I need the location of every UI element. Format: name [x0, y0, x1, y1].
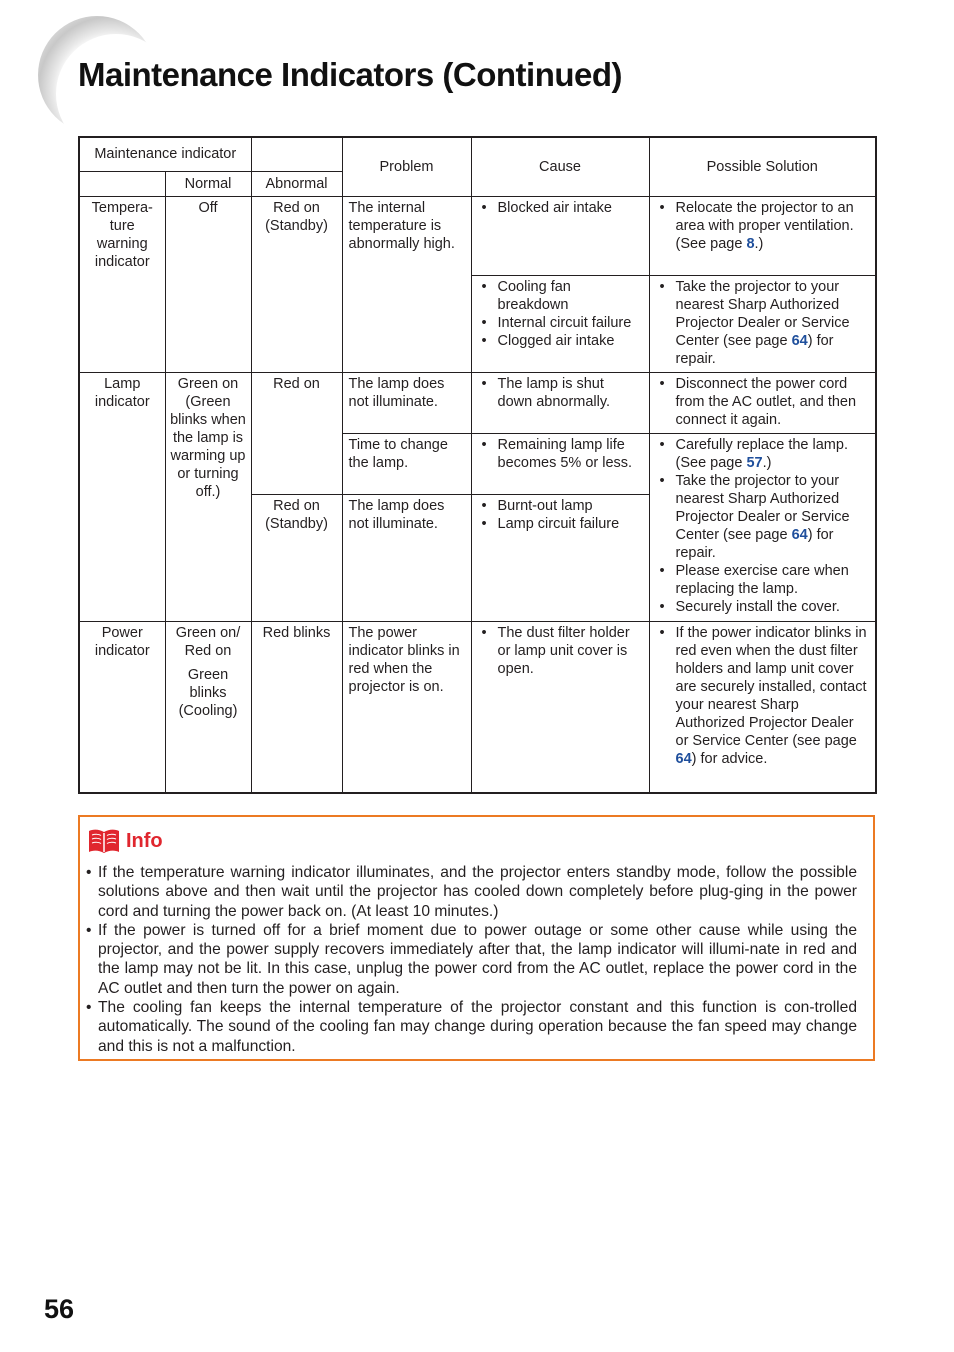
page-reference: 8: [746, 235, 755, 252]
list-item: • The dust filter holder or lamp unit cover is open.: [478, 624, 643, 678]
header-abnormal: Abnormal: [251, 171, 342, 196]
list-item: • Internal circuit failure: [478, 314, 643, 332]
lamp-abnormal-2: Red on (Standby): [251, 494, 342, 621]
list-item: • If the power is turned off for a brief moment due to power outage or some other cause while using the projector, and the power supply recovers immediately after that, the lamp indicator will illumi-nate in red and the lamp may not be lit. In this case, unplug the power cord from the AC outlet, replace the power cord in the AC outlet and then turn the power on again.: [86, 921, 857, 998]
temperature-cause-2: [471, 275, 649, 372]
temperature-cause-1: [471, 196, 649, 275]
list-item: • Securely install the cover.: [656, 598, 870, 616]
temperature-abnormal: Red on (Standby): [251, 196, 342, 372]
list-item: • Take the projector to your nearest Sharp Authorized Projector Dealer or Service Center (see page 64) for repair.: [656, 278, 870, 368]
power-solution: [649, 621, 876, 793]
page-reference: 64: [791, 332, 808, 349]
lamp-cause-2: [471, 433, 649, 494]
lamp-solution-shared: [649, 433, 876, 621]
list-item: • Lamp circuit failure: [478, 515, 643, 533]
list-item: • Take the projector to your nearest Sharp Authorized Projector Dealer or Service Center (see page 64) for repair.: [656, 472, 870, 562]
power-indicator-label: Power indicator: [79, 621, 165, 793]
list-item: • Relocate the projector to an area with proper ventilation. (See page 8.): [656, 199, 870, 253]
temperature-indicator-label: Tempera-ture warning indicator: [79, 196, 165, 372]
page-reference: 64: [791, 526, 808, 543]
power-abnormal: Red blinks: [251, 621, 342, 793]
power-normal: [165, 621, 251, 793]
header-problem: Problem: [342, 137, 471, 196]
lamp-abnormal-1: Red on: [251, 372, 342, 494]
list-item: • If the temperature warning indicator illuminates, and the projector enters standby mode, follow the possible solutions above and then wait until the projector has cooled down completely before plug-ging in the power cord and turning the power back on. (At least 10 minutes.): [86, 863, 857, 921]
list-item: • Disconnect the power cord from the AC outlet, and then connect it again.: [656, 375, 870, 429]
page-reference: 57: [746, 454, 763, 471]
list-item: • Burnt-out lamp: [478, 497, 643, 515]
lamp-cause-1: [471, 372, 649, 433]
header-normal: Normal: [165, 171, 251, 196]
list-item: • Clogged air intake: [478, 332, 643, 350]
list-item: • The cooling fan keeps the internal temperature of the projector constant and this function is con-trolled automatically. The sound of the cooling fan may change during operation because the fan speed may change and this is not a malfunction.: [86, 998, 857, 1056]
lamp-normal: Green on (Green blinks when the lamp is warming up or turning off.): [165, 372, 251, 621]
info-list: [86, 863, 857, 1056]
lamp-indicator-label: Lamp indicator: [79, 372, 165, 621]
header-cell-spacer: [251, 137, 342, 171]
list-item: • Blocked air intake: [478, 199, 643, 217]
power-problem: The power indicator blinks in red when the projector is on.: [342, 621, 471, 793]
header-cause: Cause: [471, 137, 649, 196]
header-maintenance-indicator: Maintenance indicator: [79, 137, 251, 171]
list-item: • Cooling fan breakdown: [478, 278, 643, 314]
header-possible-solution: Possible Solution: [649, 137, 876, 196]
header-cell-blank: [79, 171, 165, 196]
power-normal-on: Green on/ Red on: [175, 624, 241, 659]
book-icon: [88, 828, 120, 854]
table-row: [79, 621, 876, 793]
list-item: • Please exercise care when replacing the lamp.: [656, 562, 870, 598]
list-item: • Carefully replace the lamp. (See page 57.): [656, 436, 870, 472]
lamp-solution-1: [649, 372, 876, 433]
temperature-solution-2: [649, 275, 876, 372]
table-row: [79, 196, 876, 275]
maintenance-table: [78, 136, 877, 794]
page-title: Maintenance Indicators (Continued): [78, 56, 623, 93]
temperature-problem: The internal temperature is abnormally high.: [342, 196, 471, 372]
lamp-problem-1: The lamp does not illuminate.: [342, 372, 471, 433]
power-normal-cooling: Green blinks (Cooling): [178, 666, 238, 719]
list-item: • Remaining lamp life becomes 5% or less.: [478, 436, 643, 472]
list-item: • The lamp is shut down abnormally.: [478, 375, 643, 411]
lamp-cause-3: [471, 494, 649, 621]
temperature-solution-1: [649, 196, 876, 275]
table-row: [79, 372, 876, 433]
info-header: [88, 827, 857, 855]
page-reference: 64: [675, 750, 692, 767]
info-title: Info: [126, 829, 163, 852]
lamp-problem-2: Time to change the lamp.: [342, 433, 471, 494]
info-box: [78, 815, 875, 1061]
temperature-normal: Off: [165, 196, 251, 372]
lamp-problem-3: The lamp does not illuminate.: [342, 494, 471, 621]
list-item: • If the power indicator blinks in red even when the dust filter holders and lamp unit cover are securely installed, contact your nearest Sharp Authorized Projector Dealer or Service Center (see page 64) for advice.: [656, 624, 870, 768]
page-number: 56: [44, 1294, 75, 1324]
power-cause: [471, 621, 649, 793]
